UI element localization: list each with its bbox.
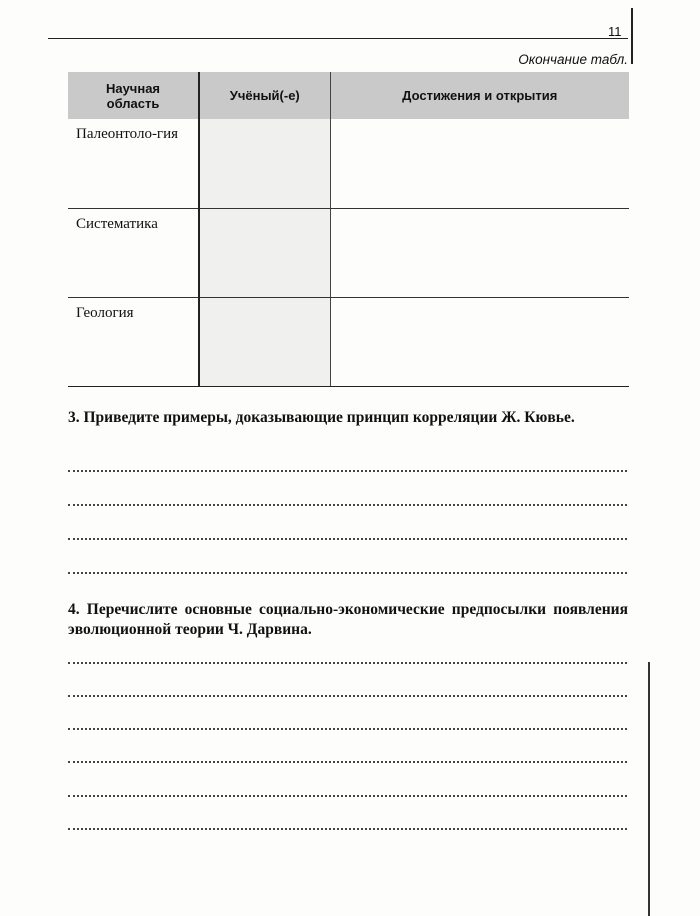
cell-scientists[interactable]: [199, 119, 330, 208]
header-rule: [48, 38, 628, 39]
answer-line[interactable]: [68, 695, 627, 697]
cell-area: Геология: [68, 297, 199, 386]
page-edge-line: [648, 662, 650, 916]
answer-line[interactable]: [68, 470, 627, 472]
question-3: 3. Приведите примеры, доказывающие принцип корреляции Ж. Кювье.: [68, 409, 575, 426]
cell-achievements[interactable]: [330, 208, 629, 297]
cell-area: Палеонтоло-гия: [68, 119, 199, 208]
answer-line[interactable]: [68, 761, 627, 763]
table-row: [68, 119, 629, 208]
answer-line[interactable]: [68, 795, 627, 797]
cell-area: Систематика: [68, 208, 199, 297]
table-caption: Окончание табл.: [518, 52, 628, 67]
answer-line[interactable]: [68, 662, 627, 664]
question-4: 4. Перечислите основные социально-экономические предпосылки появления эволюционной теории Ч. Дарвина.: [68, 601, 628, 638]
table-header-row: [68, 72, 629, 119]
table-row: [68, 297, 629, 386]
page-edge-line: [631, 8, 633, 64]
answer-line[interactable]: [68, 504, 627, 506]
cell-achievements[interactable]: [330, 119, 629, 208]
answer-line[interactable]: [68, 728, 627, 730]
header-achievements: Достижения и открытия: [330, 72, 629, 119]
cell-scientists[interactable]: [199, 208, 330, 297]
cell-scientists[interactable]: [199, 297, 330, 386]
answer-line[interactable]: [68, 538, 627, 540]
cell-achievements[interactable]: [330, 297, 629, 386]
page-number: 11: [608, 24, 622, 39]
table-row: [68, 208, 629, 297]
science-table: [68, 72, 629, 387]
header-area: Научная область: [68, 72, 199, 119]
header-scientists: Учёный(-е): [199, 72, 330, 119]
answer-line[interactable]: [68, 572, 627, 574]
answer-line[interactable]: [68, 828, 627, 830]
